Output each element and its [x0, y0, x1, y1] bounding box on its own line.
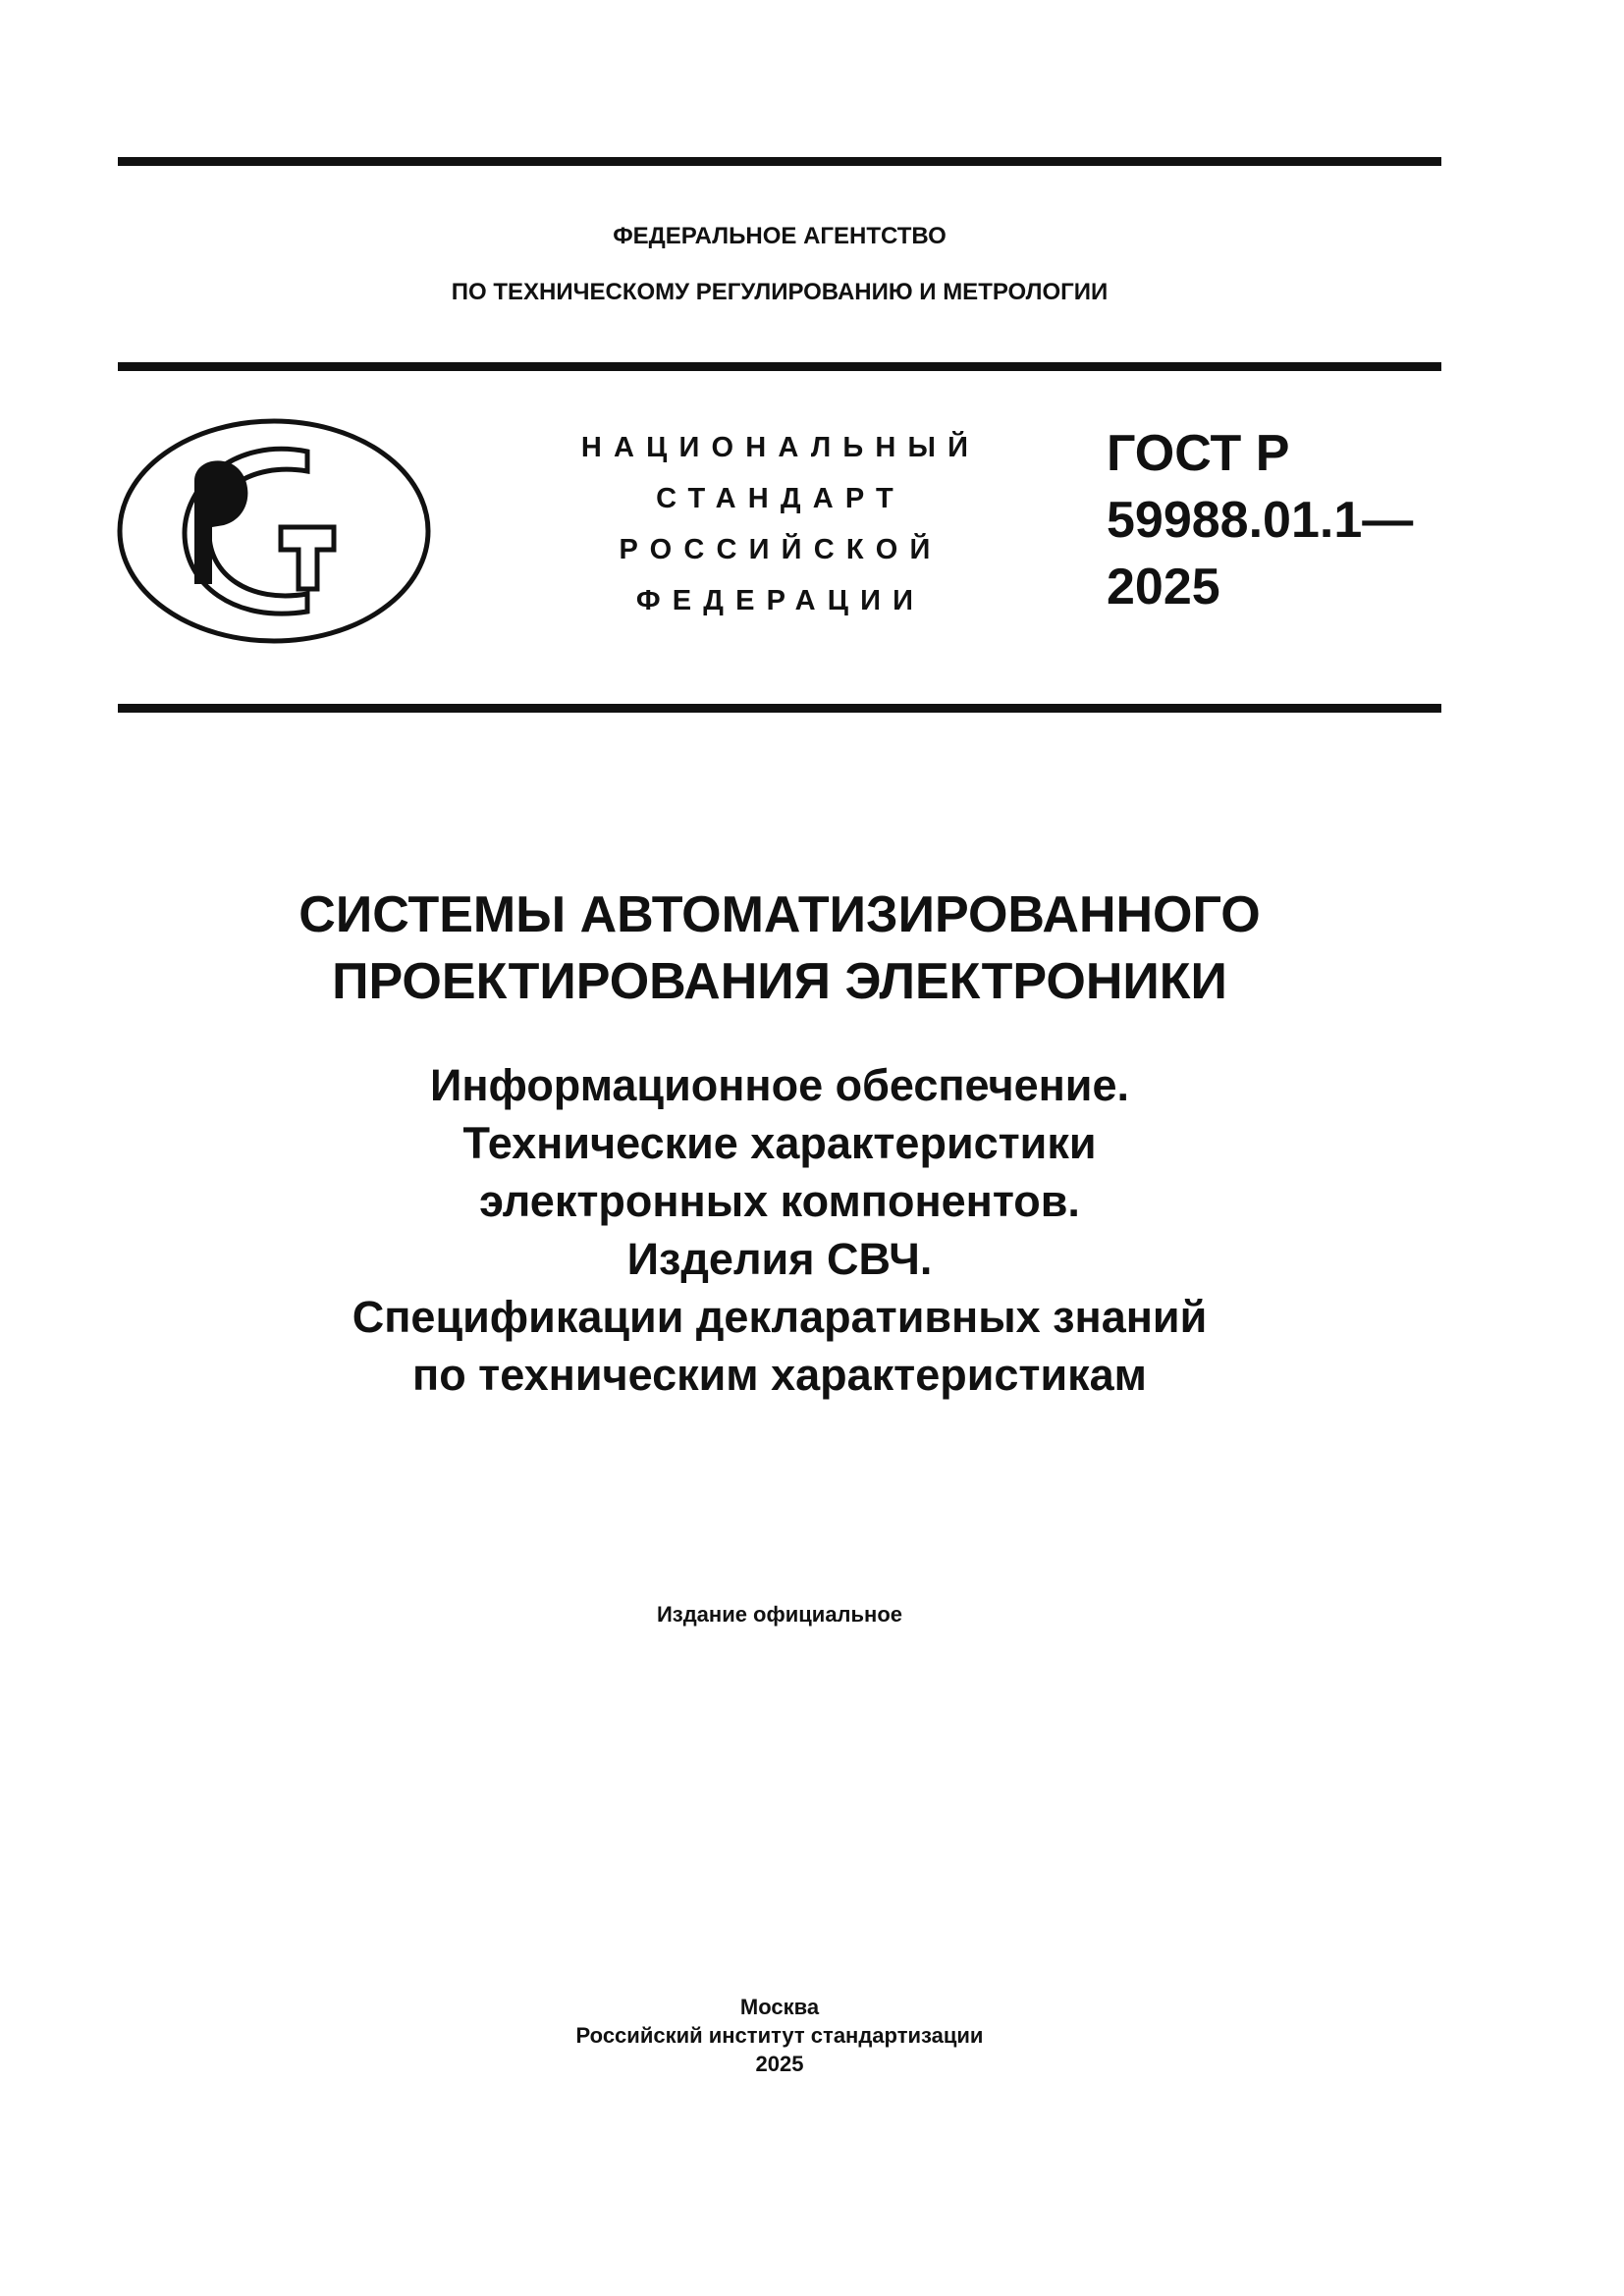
designation-line-3: 2025	[1107, 559, 1220, 615]
title-line-1: СИСТЕМЫ АВТОМАТИЗИРОВАННОГО	[298, 886, 1261, 943]
subtitle-line-2: Технические характеристики	[462, 1118, 1097, 1168]
top-rule	[118, 157, 1441, 166]
header-bottom-rule	[118, 704, 1441, 713]
publisher-block	[118, 1993, 1441, 2078]
nat-line-3: РОССИЙСКОЙ	[619, 534, 943, 565]
nat-line-4: ФЕДЕРАЦИИ	[635, 585, 926, 616]
subtitle-line-1: Информационное обеспечение.	[430, 1060, 1129, 1110]
header-rule	[118, 362, 1441, 371]
subtitle-line-6: по техническим характеристикам	[412, 1350, 1147, 1400]
designation-line-1: ГОСТ Р	[1107, 425, 1290, 482]
edition-label: Издание официальное	[656, 1602, 903, 1627]
title-line-2: ПРОЕКТИРОВАНИЯ ЭЛЕКТРОНИКИ	[332, 953, 1227, 1010]
document-subtitle	[118, 1056, 1441, 1404]
publisher-year: 2025	[755, 2052, 804, 2076]
standard-designation	[1107, 420, 1413, 620]
designation-line-2: 59988.01.1—	[1107, 492, 1414, 549]
nat-line-1: НАЦИОНАЛЬНЫЙ	[580, 432, 981, 463]
agency-line-2: ПО ТЕХНИЧЕСКОМУ РЕГУЛИРОВАНИЮ И МЕТРОЛОГИИ	[451, 279, 1109, 305]
subtitle-line-3: электронных компонентов.	[479, 1176, 1080, 1226]
publisher-city: Москва	[739, 1995, 820, 2019]
rst-logo-icon	[116, 417, 432, 650]
subtitle-line-5: Спецификации декларативных знаний	[352, 1292, 1208, 1342]
document-title	[118, 881, 1441, 1015]
subtitle-line-4: Изделия СВЧ.	[626, 1234, 933, 1284]
agency-line-1: ФЕДЕРАЛЬНОЕ АГЕНТСТВО	[613, 223, 947, 249]
national-standard-label	[550, 422, 1011, 626]
nat-line-2: СТАНДАРТ	[656, 483, 905, 514]
publisher-institute: Российский институт стандартизации	[575, 2023, 984, 2048]
